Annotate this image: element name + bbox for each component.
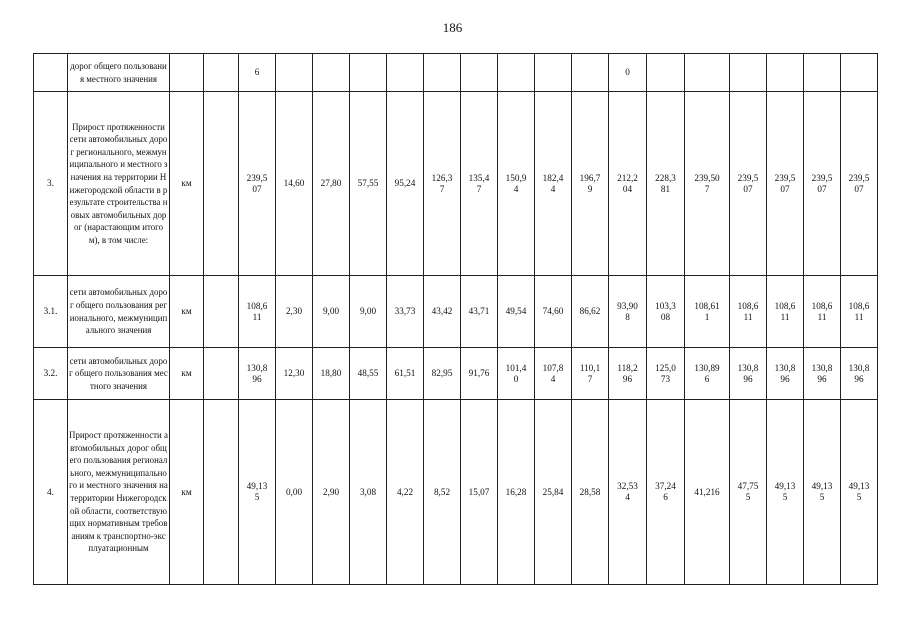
value-cell: 239,5 07 bbox=[767, 92, 804, 276]
value-cell: 82,95 bbox=[424, 348, 461, 400]
unit-cell bbox=[170, 54, 204, 92]
value-cell: 4,22 bbox=[387, 400, 424, 585]
table-row bbox=[34, 54, 905, 92]
value-cell: 49,13 5 bbox=[804, 400, 841, 585]
value-cell: 47,75 5 bbox=[730, 400, 767, 585]
value-cell: 118,2 96 bbox=[609, 348, 647, 400]
table-row bbox=[34, 400, 905, 585]
value-cell bbox=[461, 54, 498, 92]
value-cell: 0,00 bbox=[276, 400, 313, 585]
indicator-name-cell: сети автомобильных дорог общего пользования регионального, межмуниципального значения bbox=[68, 276, 170, 348]
value-cell: 28,58 bbox=[572, 400, 609, 585]
value-cell: 57,55 bbox=[350, 92, 387, 276]
value-cell: 126,3 7 bbox=[424, 92, 461, 276]
value-cell: 86,62 bbox=[572, 276, 609, 348]
value-cell: 110,1 7 bbox=[572, 348, 609, 400]
table-row bbox=[34, 348, 905, 400]
value-cell: 239,50 7 bbox=[685, 92, 730, 276]
value-cell bbox=[204, 348, 239, 400]
value-cell: 49,13 5 bbox=[841, 400, 878, 585]
row-number-cell: 3.2. bbox=[34, 348, 68, 400]
value-cell: 239,5 07 bbox=[841, 92, 878, 276]
value-cell: 37,24 6 bbox=[647, 400, 685, 585]
value-cell bbox=[204, 400, 239, 585]
table-row bbox=[34, 92, 905, 276]
value-cell: 0 bbox=[609, 54, 647, 92]
value-cell: 9,00 bbox=[313, 276, 350, 348]
unit-cell: км bbox=[170, 400, 204, 585]
value-cell: 33,73 bbox=[387, 276, 424, 348]
value-cell: 2,30 bbox=[276, 276, 313, 348]
value-cell bbox=[204, 54, 239, 92]
value-cell: 130,8 96 bbox=[804, 348, 841, 400]
value-cell: 25,84 bbox=[535, 400, 572, 585]
value-cell: 239,5 07 bbox=[730, 92, 767, 276]
value-cell: 150,9 4 bbox=[498, 92, 535, 276]
unit-cell: км bbox=[170, 92, 204, 276]
value-cell: 228,3 81 bbox=[647, 92, 685, 276]
unit-cell: км bbox=[170, 276, 204, 348]
value-cell: 48,55 bbox=[350, 348, 387, 400]
value-cell: 108,6 11 bbox=[767, 276, 804, 348]
value-cell: 135,4 7 bbox=[461, 92, 498, 276]
value-cell bbox=[276, 54, 313, 92]
indicator-name-cell: Прирост протяженности сети автомобильных дорог регионального, межмуниципального и местного значения на территории Нижегородской области в результате строительства новых автомобильных дорог (нарастающим итогом), в том числе: bbox=[68, 92, 170, 276]
value-cell bbox=[804, 54, 841, 92]
value-cell: 130,89 6 bbox=[685, 348, 730, 400]
value-cell: 9,00 bbox=[350, 276, 387, 348]
value-cell: 18,80 bbox=[313, 348, 350, 400]
value-cell: 27,80 bbox=[313, 92, 350, 276]
value-cell: 8,52 bbox=[424, 400, 461, 585]
value-cell: 43,42 bbox=[424, 276, 461, 348]
value-cell: 41,216 bbox=[685, 400, 730, 585]
value-cell bbox=[313, 54, 350, 92]
value-cell: 3,08 bbox=[350, 400, 387, 585]
value-cell: 49,13 5 bbox=[239, 400, 276, 585]
row-number-cell bbox=[34, 54, 68, 92]
value-cell: 14,60 bbox=[276, 92, 313, 276]
table-row bbox=[34, 276, 905, 348]
value-cell: 130,8 96 bbox=[730, 348, 767, 400]
value-cell bbox=[387, 54, 424, 92]
value-cell bbox=[204, 276, 239, 348]
value-cell bbox=[767, 54, 804, 92]
indicator-name-cell: Прирост протяженности автомобильных дорог общего пользования регионального, межмуниципального и местного значения на территории Нижегородской области, соответствующих нормативным требованиям к транспортно-эксплуатационным bbox=[68, 400, 170, 585]
row-number-cell: 4. bbox=[34, 400, 68, 585]
value-cell bbox=[572, 54, 609, 92]
value-cell: 91,76 bbox=[461, 348, 498, 400]
value-cell: 108,61 1 bbox=[685, 276, 730, 348]
value-cell: 107,8 4 bbox=[535, 348, 572, 400]
value-cell: 101,4 0 bbox=[498, 348, 535, 400]
value-cell bbox=[685, 54, 730, 92]
value-cell: 49,13 5 bbox=[767, 400, 804, 585]
value-cell: 130,8 96 bbox=[767, 348, 804, 400]
value-cell: 182,4 4 bbox=[535, 92, 572, 276]
value-cell bbox=[424, 54, 461, 92]
value-cell: 49,54 bbox=[498, 276, 535, 348]
value-cell: 103,3 08 bbox=[647, 276, 685, 348]
value-cell: 212,2 04 bbox=[609, 92, 647, 276]
value-cell: 61,51 bbox=[387, 348, 424, 400]
value-cell bbox=[647, 54, 685, 92]
value-cell: 15,07 bbox=[461, 400, 498, 585]
value-cell: 32,53 4 bbox=[609, 400, 647, 585]
value-cell: 12,30 bbox=[276, 348, 313, 400]
value-cell: 239,5 07 bbox=[804, 92, 841, 276]
value-cell: 130,8 96 bbox=[239, 348, 276, 400]
value-cell bbox=[730, 54, 767, 92]
value-cell bbox=[535, 54, 572, 92]
value-cell: 239,5 07 bbox=[239, 92, 276, 276]
value-cell: 16,28 bbox=[498, 400, 535, 585]
unit-cell: км bbox=[170, 348, 204, 400]
value-cell: 2,90 bbox=[313, 400, 350, 585]
indicators-table bbox=[33, 53, 905, 585]
value-cell: 43,71 bbox=[461, 276, 498, 348]
page-number: 186 bbox=[442, 20, 463, 35]
value-cell: 130,8 96 bbox=[841, 348, 878, 400]
value-cell bbox=[498, 54, 535, 92]
indicator-name-cell: дорог общего пользования местного значения bbox=[68, 54, 170, 92]
value-cell bbox=[204, 92, 239, 276]
value-cell: 108,6 11 bbox=[841, 276, 878, 348]
value-cell: 6 bbox=[239, 54, 276, 92]
value-cell: 196,7 9 bbox=[572, 92, 609, 276]
value-cell: 93,90 8 bbox=[609, 276, 647, 348]
value-cell: 108,6 11 bbox=[730, 276, 767, 348]
value-cell bbox=[841, 54, 878, 92]
value-cell: 108,6 11 bbox=[804, 276, 841, 348]
value-cell: 74,60 bbox=[535, 276, 572, 348]
value-cell bbox=[350, 54, 387, 92]
value-cell: 125,0 73 bbox=[647, 348, 685, 400]
row-number-cell: 3.1. bbox=[34, 276, 68, 348]
value-cell: 95,24 bbox=[387, 92, 424, 276]
row-number-cell: 3. bbox=[34, 92, 68, 276]
value-cell: 108,6 11 bbox=[239, 276, 276, 348]
indicator-name-cell: сети автомобильных дорог общего пользования местного значения bbox=[68, 348, 170, 400]
